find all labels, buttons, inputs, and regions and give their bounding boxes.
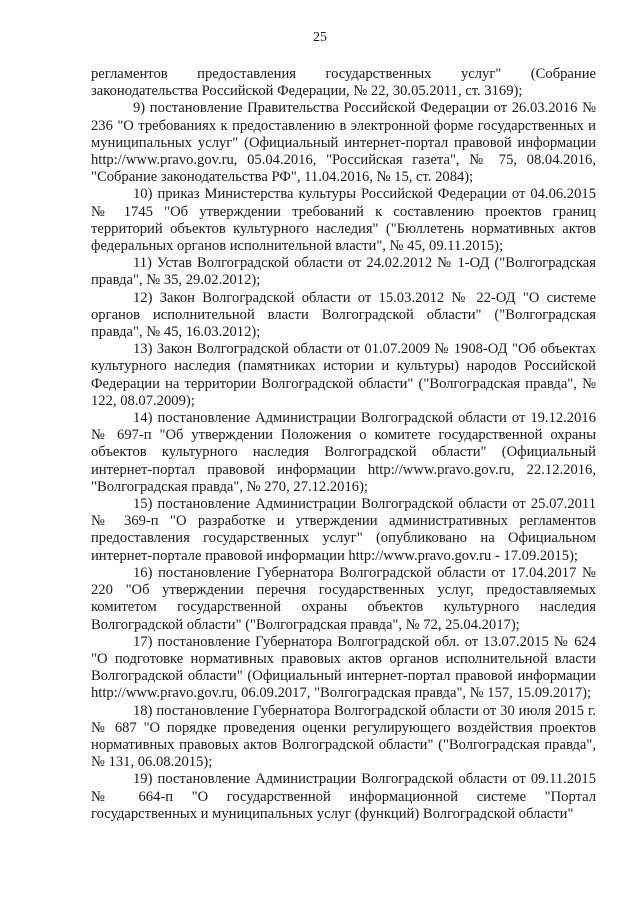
page-number: 25 [313, 30, 327, 45]
list-item-16: 16) постановление Губернатора Волгоградской области от 17.04.2017 № 220 "Об утверждении перечня государственных услуг, предоставляемых комитетом государственной охраны объектов культурного наследия Волгоградской области" ("Волгоградская правда", № 72, 25.04.2017); [91, 564, 596, 633]
list-item-9: 9) постановление Правительства Российской Федерации от 26.03.2016 № 236 "О требованиях к предоставлению в электронной форме государственных и муниципальных услуг" (Официальный интернет-портал правовой информации http://www.pravo.gov.ru, 05.04.2016, "Российская газета", № 75, 08.04.2016, "Собрание законодательства РФ", 11.04.2016, № 15, ст. 2084); [91, 100, 596, 186]
list-item-11: 11) Устав Волгоградской области от 24.02.2012 № 1-ОД ("Волгоградская правда", № 35, 29.02.2012); [91, 255, 596, 289]
list-item-18: 18) постановление Губернатора Волгоградской области от 30 июля 2015 г. № 687 "О порядке проведения оценки регулирующего воздействия проектов нормативных правовых актов Волгоградской области" ("Волгоградская правда", № 131, 06.08.2015); [91, 702, 596, 771]
list-item-17: 17) постановление Губернатора Волгоградской обл. от 13.07.2015 № 624 "О подготовке нормативных правовых актов органов исполнительной власти Волгоградской области" (Официальный интернет-портал правовой информации http://www.pravo.gov.ru, 06.09.2017, "Волгоградская правда", № 157, 15.09.2017); [91, 633, 596, 702]
list-item-12: 12) Закон Волгоградской области от 15.03.2012 № 22-ОД "О системе органов исполнительной власти Волгоградской области" ("Волгоградская правда", № 45, 16.03.2012); [91, 289, 596, 341]
list-item-14: 14) постановление Администрации Волгоградской области от 19.12.2016 № 697-п "Об утверждении Положения о комитете государственной охраны объектов культурного наследия Волгоградской области" (Официальный интернет-портал правовой информации http://www.pravo.gov.ru, 22.12.2016, "Волгоградская правда", № 270, 27.12.2016); [91, 410, 596, 495]
list-item-10: 10) приказ Министерства культуры Российской Федерации от 04.06.2015 № 1745 "Об утверждении требований к составлению проектов границ территорий объектов культурного наследия" ("Бюллетень нормативных актов федеральных органов исполнительной власти", № 45, 09.11.2015); [91, 186, 596, 255]
list-item-13: 13) Закон Волгоградской области от 01.07.2009 № 1908-ОД "Об объектах культурного наследия (памятниках истории и культуры) народов Российской Федерации на территории Волгоградской области" ("Волгоградская правда", № 122, 08.07.2009); [91, 341, 596, 409]
document-body [91, 66, 596, 823]
list-item-19: 19) постановление Администрации Волгоградской области от 09.11.2015 № 664-п "О государственной информационной системе "Портал государственных и муниципальных услуг (функций) Волгоградской области" [91, 771, 596, 822]
list-item-15: 15) постановление Администрации Волгоградской области от 25.07.2011 № 369-п "О разработке и утверждении административных регламентов предоставления государственных услуг" (опубликовано на Официальном интернет-портале правовой информации http://www.pravo.gov.ru - 17.09.2015); [91, 496, 596, 564]
paragraph-continuation: регламентов предоставления государственных услуг" (Собрание законодательства Российской Федерации, № 22, 30.05.2011, ст. 3169); [91, 66, 596, 100]
